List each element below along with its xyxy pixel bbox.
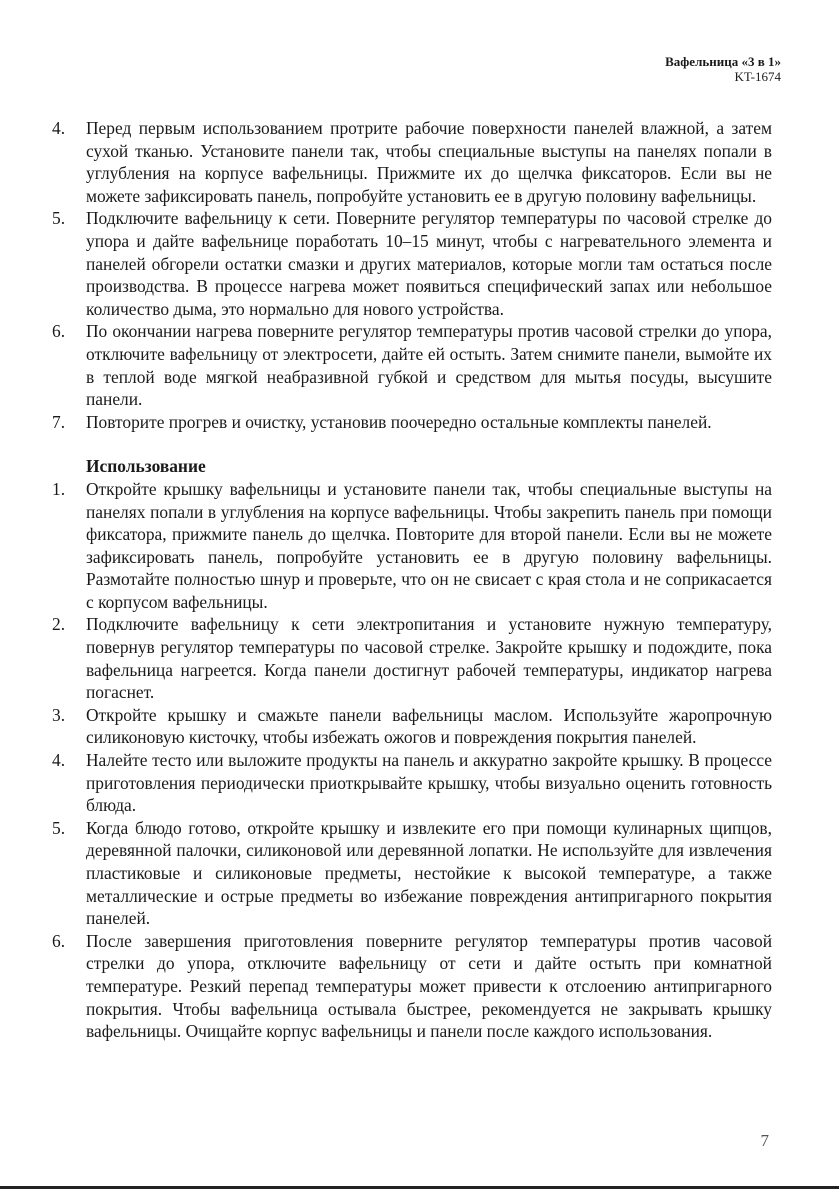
list-item bbox=[52, 320, 772, 410]
step-number: 4. bbox=[52, 750, 66, 771]
product-name: Вафельница «3 в 1» bbox=[665, 54, 781, 69]
model-number: KT-1674 bbox=[734, 69, 781, 84]
list-item bbox=[52, 613, 772, 703]
step-text: Откройте крышку вафельницы и установите панели так, чтобы специальные выступы на панелях попали в углубления на корпусе вафельницы. Чтобы закрепить панель при помощи фиксатора, прижмите панель до щелчка. Повторите для второй панели. Если вы не можете зафиксировать панель, попробуйте установить ее в другую половину вафельницы. Размотайте полностью шнур и проверьте, что он не свисает с края стола и не соприкасается с корпусом вафельницы. bbox=[86, 478, 772, 612]
step-number: 7. bbox=[52, 411, 66, 432]
step-number: 3. bbox=[52, 704, 66, 725]
page-number: 7 bbox=[760, 1131, 769, 1150]
step-text: Налейте тесто или выложите продукты на панель и аккуратно закройте крышку. В процессе приготовления периодически приоткрывайте крышку, чтобы визуально оценить готовность блюда. bbox=[86, 750, 772, 816]
list-item bbox=[52, 478, 772, 614]
step-text: Подключите вафельницу к сети электропитания и установите нужную температуру, повернув регулятор температуры по часовой стрелке. Закройте крышку и подождите, пока вафельница нагреется. Когда панели достигнут рабочей температуры, индикатор нагрева погаснет. bbox=[86, 614, 772, 703]
list-item bbox=[52, 930, 772, 1043]
step-text: После завершения приготовления поверните регулятор температуры против часовой стрелки до упора, отключите вафельницу от сети и дайте остыть при комнатной температуре. Резкий перепад температуры может привести к отслоению антипригарного покрытия. Чтобы вафельница остывала быстрее, рекомендуется не закрывать крышку вафельницы. Очищайте корпус вафельницы и панели после каждого использования. bbox=[86, 930, 772, 1042]
list-item bbox=[52, 749, 772, 817]
step-text: Перед первым использованием протрите рабочие поверхности панелей влажной, а затем сухой тканью. Установите панели так, чтобы специальные выступы на панелях попали в углубления на корпусе вафельницы. Прижмите их до щелчка фиксаторов. Если вы не можете зафиксировать панель, попробуйте установить ее в другую половину вафельницы. bbox=[86, 118, 772, 206]
prep-steps-list bbox=[52, 117, 772, 433]
list-item bbox=[52, 817, 772, 930]
main-content bbox=[52, 117, 772, 1043]
usage-steps-list bbox=[52, 478, 772, 1043]
step-number: 5. bbox=[52, 208, 66, 229]
step-number: 5. bbox=[52, 817, 66, 838]
step-text: Подключите вафельницу к сети. Поверните регулятор температуры по часовой стрелке до упора и дайте вафельнице поработать 10–15 минут, чтобы с нагревательного элемента и панелей обгорели остатки смазки и других материалов, которые могли там остаться после производства. В процессе нагрева может появиться специфический запах или небольшое количество дыма, это нормально для нового устройства. bbox=[86, 208, 772, 319]
step-number: 6. bbox=[52, 321, 66, 342]
step-text: Повторите прогрев и очистку, установив поочередно остальные комплекты панелей. bbox=[86, 411, 712, 432]
list-item bbox=[52, 704, 772, 749]
list-item bbox=[52, 207, 772, 320]
step-text: Когда блюдо готово, откройте крышку и извлеките его при помощи кулинарных щипцов, деревянной палочки, силиконовой или деревянной лопатки. Не используйте для извлечения пластиковые и силиконовые предметы, нестойкие к высокой температуре, а также металлические и острые предметы во избежание повреждения антипригарного покрытия панелей. bbox=[86, 817, 772, 929]
step-text: По окончании нагрева поверните регулятор температуры против часовой стрелки до упора, отключите вафельницу от электросети, дайте ей остыть. Затем снимите панели, вымойте их в теплой воде мягкой неабразивной губкой и средством для мытья посуды, высушите панели. bbox=[86, 321, 772, 410]
step-number: 2. bbox=[52, 614, 66, 635]
step-number: 4. bbox=[52, 118, 66, 138]
usage-section-title: Использование bbox=[86, 456, 206, 477]
page-header bbox=[665, 54, 781, 84]
step-number: 1. bbox=[52, 478, 66, 499]
step-number: 6. bbox=[52, 930, 66, 951]
step-text: Откройте крышку и смажьте панели вафельницы маслом. Используйте жаропрочную силиконовую кисточку, чтобы избежать ожогов и повреждения покрытия панелей. bbox=[86, 704, 772, 748]
list-item bbox=[52, 117, 772, 207]
list-item bbox=[52, 411, 772, 434]
